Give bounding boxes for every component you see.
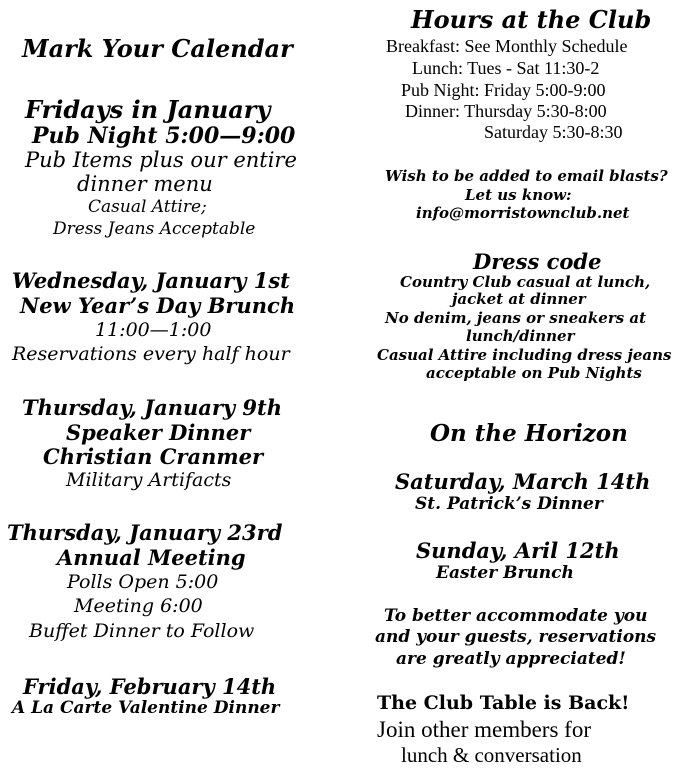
reservations-line-2: and your guests, reservations <box>375 627 657 647</box>
fridays-heading: Fridays in January <box>25 95 271 124</box>
speaker-topic: Military Artifacts <box>66 469 232 491</box>
club-table-line-2: lunch & conversation <box>401 743 582 767</box>
reservations-line-3: are greatly appreciated! <box>396 649 626 669</box>
email-prompt: Wish to be added to email blasts? <box>385 167 668 185</box>
buffet-line: Buffet Dinner to Follow <box>29 620 255 642</box>
horizon-event2-date: Sunday, Aril 12th <box>416 538 620 563</box>
hours-dinner-saturday: Saturday 5:30-8:30 <box>484 122 623 142</box>
dinner-menu-line: dinner menu <box>77 172 213 196</box>
reservations-note: Reservations every half hour <box>12 343 290 365</box>
hours-title: Hours at the Club <box>411 5 652 34</box>
horizon-title: On the Horizon <box>430 420 628 447</box>
reservations-line-1: To better accommodate you <box>384 606 648 626</box>
dress-jeans-line: Dress Jeans Acceptable <box>53 219 256 239</box>
calendar-title: Mark Your Calendar <box>22 34 293 63</box>
horizon-event2-title: Easter Brunch <box>436 563 574 583</box>
horizon-event1-title: St. Patrick’s Dinner <box>415 494 603 514</box>
polls-open-line: Polls Open 5:00 <box>67 571 219 593</box>
dress-line-5: Casual Attire including dress jeans <box>377 346 672 364</box>
pub-items-line: Pub Items plus our entire <box>25 148 297 172</box>
club-table-line-1: Join other members for <box>377 717 591 742</box>
meeting-time-line: Meeting 6:00 <box>74 595 203 617</box>
dress-line-2: jacket at dinner <box>452 290 586 308</box>
email-let-us-know: Let us know: <box>465 186 572 204</box>
hours-pub-night: Pub Night: Friday 5:00-9:00 <box>401 80 606 100</box>
hours-dinner-thursday: Dinner: Thursday 5:30-8:00 <box>405 101 607 121</box>
dress-line-3: No denim, jeans or sneakers at <box>385 309 647 327</box>
speaker-date: Thursday, January 9th <box>22 395 282 420</box>
annual-date: Thursday, January 23rd <box>7 520 283 545</box>
hours-lunch: Lunch: Tues - Sat 11:30-2 <box>412 58 600 78</box>
dress-line-1: Country Club casual at lunch, <box>400 273 651 291</box>
dress-line-6: acceptable on Pub Nights <box>426 364 642 382</box>
dress-code-title: Dress code <box>473 249 602 274</box>
speaker-title: Speaker Dinner <box>66 420 251 445</box>
annual-title: Annual Meeting <box>57 545 246 570</box>
speaker-name: Christian Cranmer <box>43 444 264 469</box>
new-years-date: Wednesday, January 1st <box>12 268 290 293</box>
email-address: info@morristownclub.net <box>416 204 630 222</box>
club-table-title: The Club Table is Back! <box>377 692 630 714</box>
new-years-time: 11:00—1:00 <box>95 319 212 341</box>
casual-attire-line: Casual Attire; <box>88 197 207 217</box>
valentine-date: Friday, February 14th <box>23 674 277 699</box>
new-years-title: New Year’s Day Brunch <box>20 293 296 318</box>
pub-night-time: Pub Night 5:00—9:00 <box>32 123 296 149</box>
hours-breakfast: Breakfast: See Monthly Schedule <box>386 36 628 56</box>
valentine-title: A La Carte Valentine Dinner <box>12 698 280 718</box>
dress-line-4: lunch/dinner <box>466 327 575 345</box>
horizon-event1-date: Saturday, March 14th <box>395 469 651 494</box>
